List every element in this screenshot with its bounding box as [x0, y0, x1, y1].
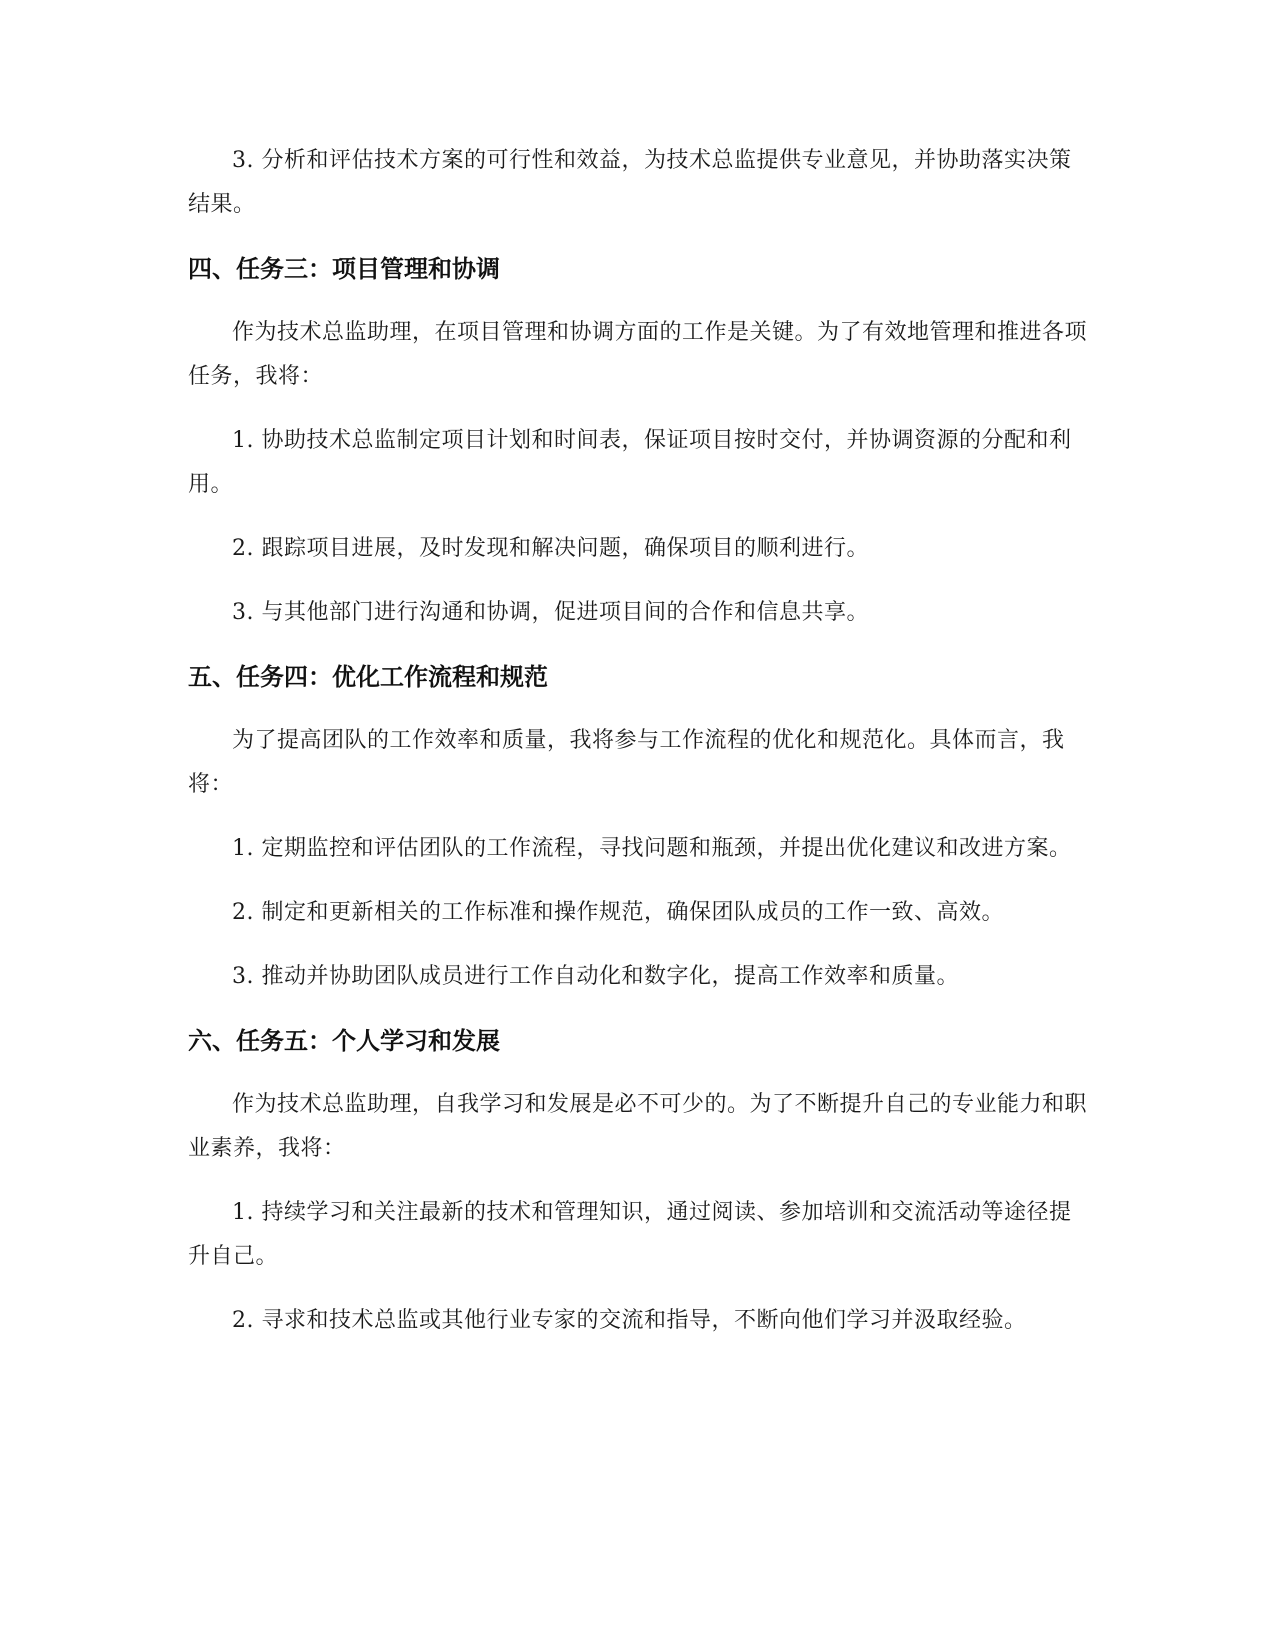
section-heading-task4: 五、任务四：优化工作流程和规范	[188, 663, 548, 691]
paragraph-task4-item2: 2. 制定和更新相关的工作标准和操作规范，确保团队成员的工作一致、高效。	[232, 900, 1004, 925]
section-heading-task3: 四、任务三：项目管理和协调	[188, 255, 500, 283]
paragraph-task4-intro: 为了提高团队的工作效率和质量，我将参与工作流程的优化和规范化。具体而言，我将：	[188, 728, 1065, 797]
paragraph-task3-item3: 3. 与其他部门进行沟通和协调，促进项目间的合作和信息共享。	[232, 600, 869, 625]
paragraph-task5-item2: 2. 寻求和技术总监或其他行业专家的交流和指导，不断向他们学习并汲取经验。	[232, 1308, 1027, 1333]
paragraph-task4-item1: 1. 定期监控和评估团队的工作流程，寻找问题和瓶颈，并提出优化建议和改进方案。	[232, 836, 1072, 861]
paragraph-task5-intro: 作为技术总监助理，自我学习和发展是必不可少的。为了不断提升自己的专业能力和职业素养，我将：	[188, 1092, 1088, 1161]
document-page	[188, 139, 1090, 1363]
paragraph-task3-item1: 1. 协助技术总监制定项目计划和时间表，保证项目按时交付，并协调资源的分配和利用。	[188, 428, 1072, 497]
paragraph-task3-item2: 2. 跟踪项目进展，及时发现和解决问题，确保项目的顺利进行。	[232, 536, 869, 561]
paragraph-task4-item3: 3. 推动并协助团队成员进行工作自动化和数字化，提高工作效率和质量。	[232, 964, 959, 989]
paragraph-task2-item3: 3. 分析和评估技术方案的可行性和效益，为技术总监提供专业意见，并协助落实决策结果。	[188, 148, 1072, 217]
paragraph-task3-intro: 作为技术总监助理，在项目管理和协调方面的工作是关键。为了有效地管理和推进各项任务，我将：	[188, 320, 1088, 389]
paragraph-task5-item1: 1. 持续学习和关注最新的技术和管理知识，通过阅读、参加培训和交流活动等途径提升自己。	[188, 1200, 1072, 1269]
section-heading-task5: 六、任务五：个人学习和发展	[188, 1027, 500, 1055]
